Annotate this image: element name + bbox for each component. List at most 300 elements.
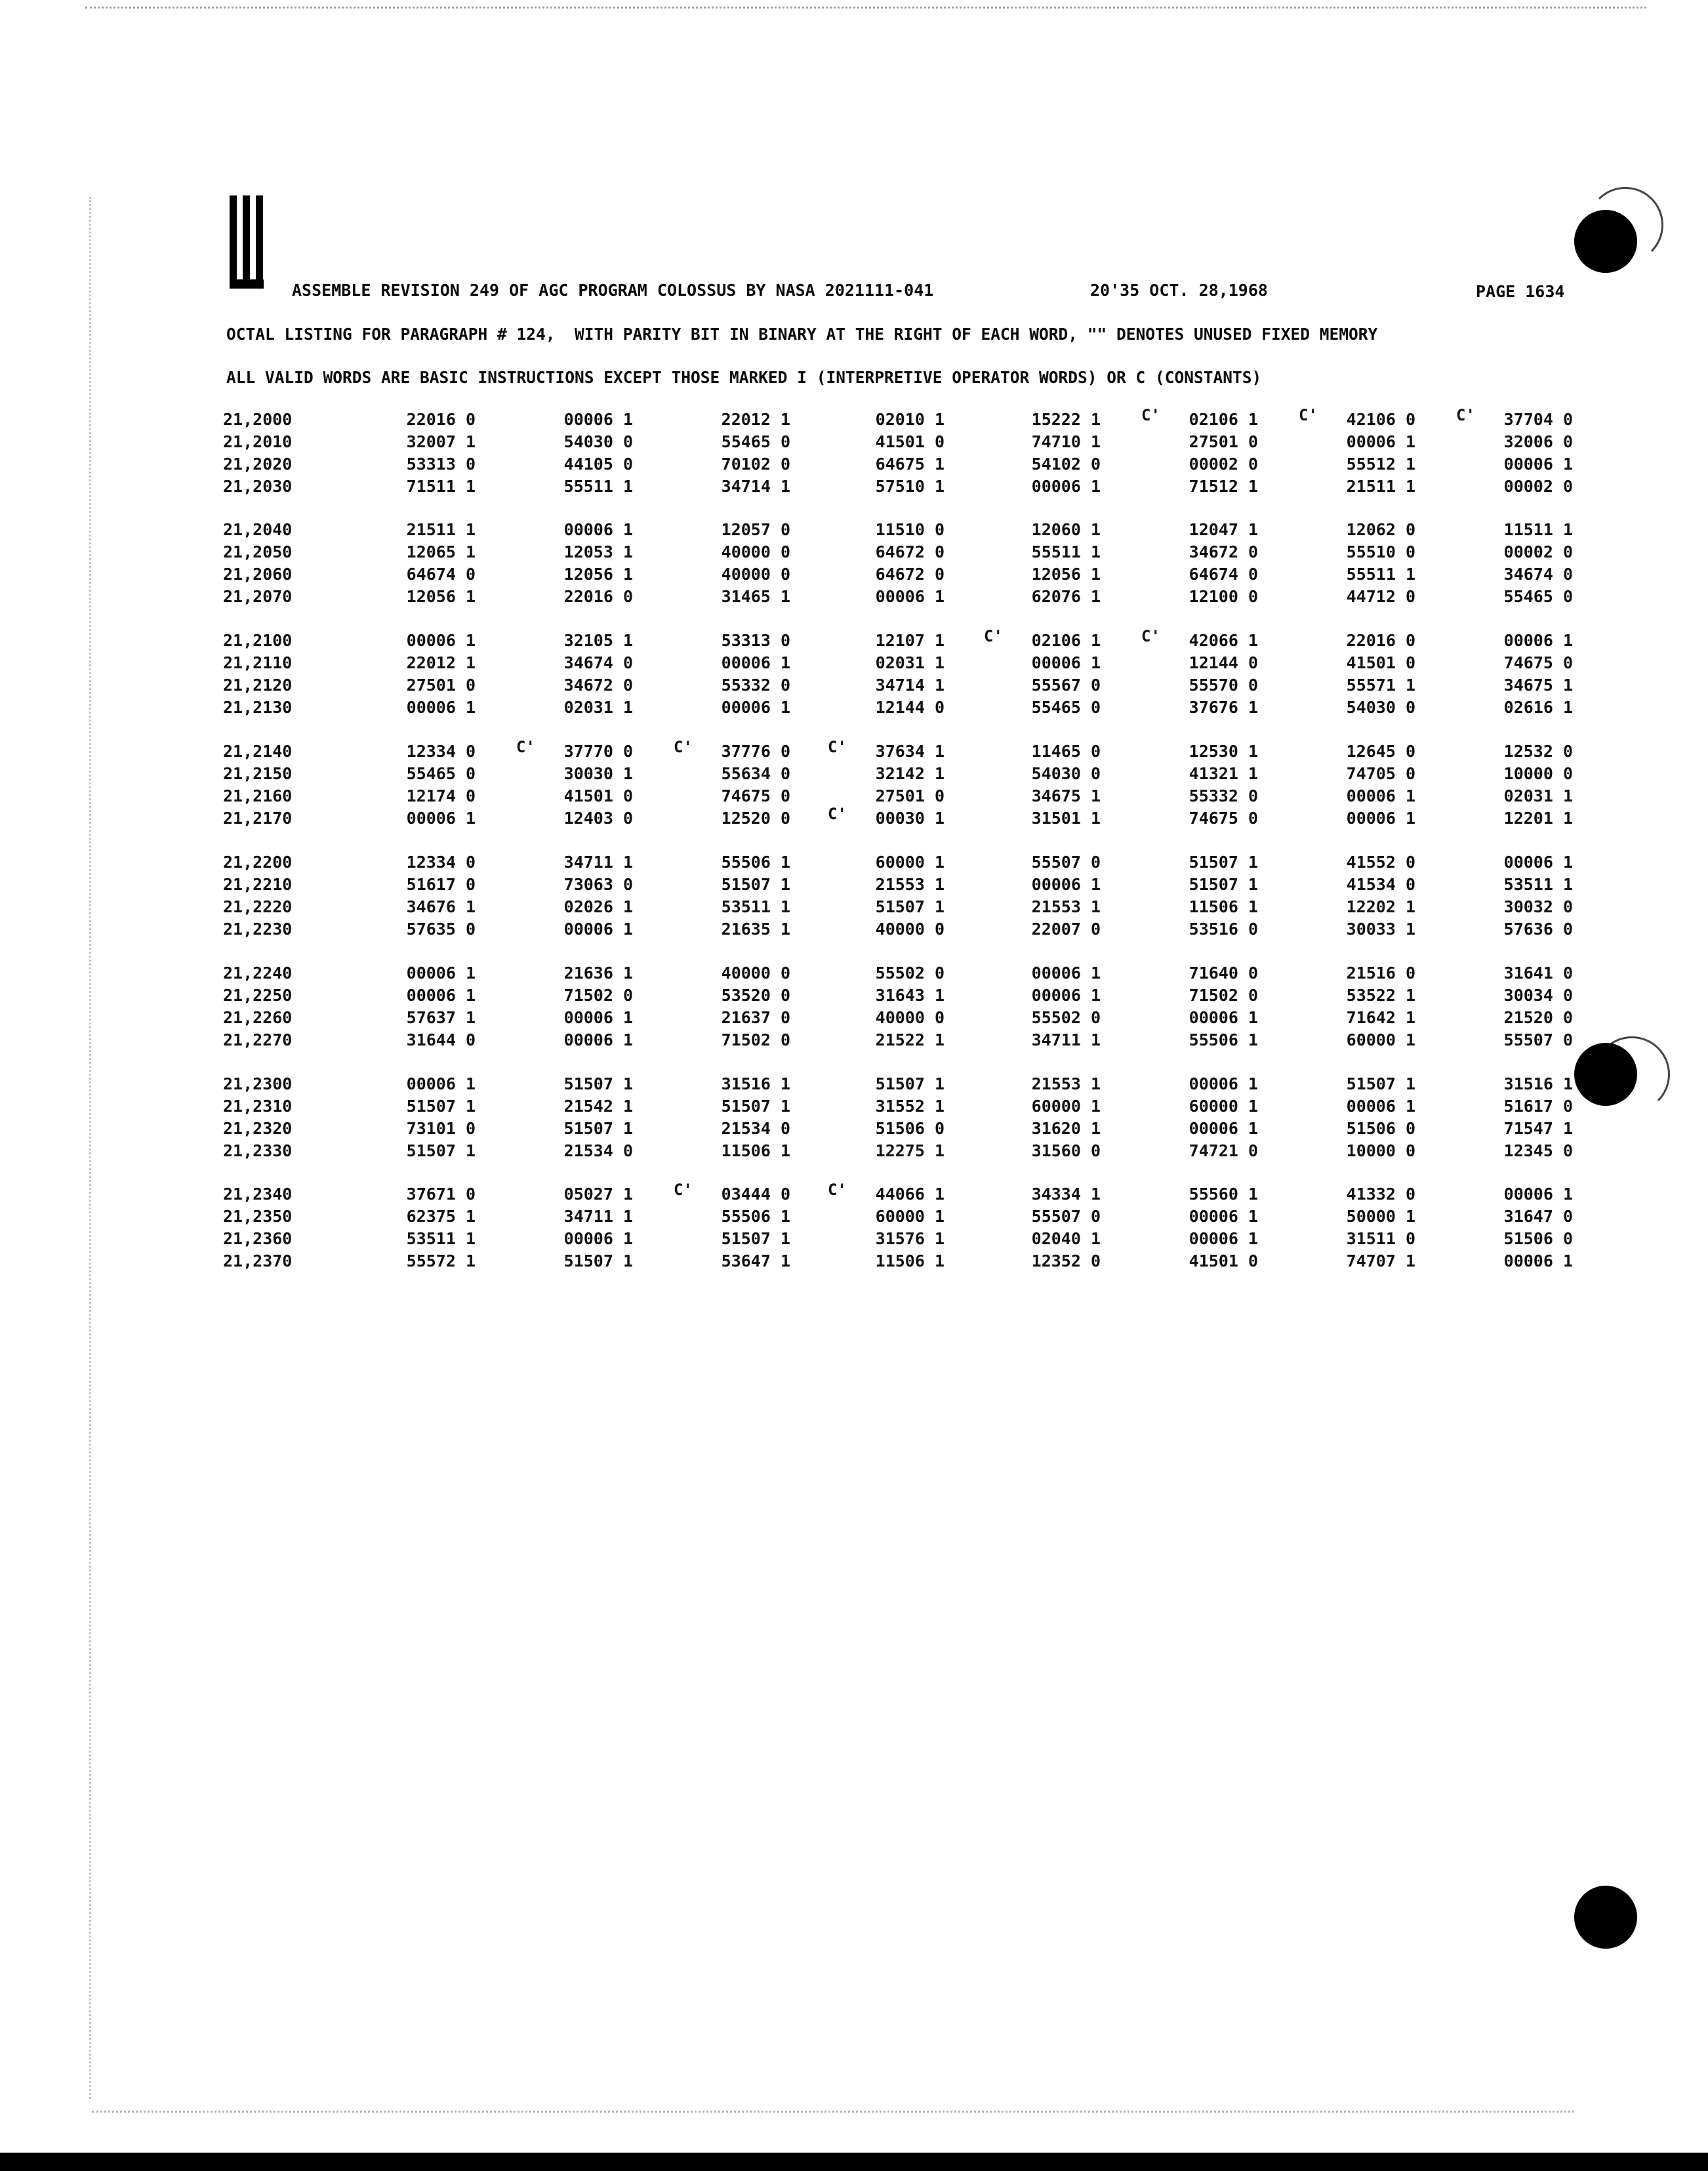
octal-word: 32007 1 [406,432,476,451]
octal-word: 37770 0 [563,742,633,761]
octal-word: 71502 0 [721,1030,790,1049]
octal-word: 74705 0 [1346,764,1415,783]
octal-word: 74675 0 [1503,653,1573,672]
octal-word: 02031 1 [563,698,633,717]
octal-word: 51617 0 [1503,1097,1573,1116]
octal-word: 31576 1 [875,1229,945,1248]
octal-word: 12057 0 [721,520,790,539]
octal-word: 53516 0 [1189,920,1258,939]
octal-word: 55511 1 [1031,542,1101,561]
octal-word: 53511 1 [406,1229,476,1248]
octal-word: 00002 0 [1189,455,1258,474]
octal-word: 53313 0 [721,631,790,650]
octal-word: 31620 1 [1031,1119,1101,1138]
octal-word: 10000 0 [1346,1141,1415,1160]
octal-word: 02040 1 [1031,1229,1101,1248]
octal-word: 51507 1 [721,1229,790,1248]
octal-word: 00006 1 [406,964,476,983]
octal-word: 40000 0 [875,920,945,939]
address-label: 21,2210 [223,875,293,894]
octal-word: 74721 0 [1189,1141,1258,1160]
octal-word: 11506 1 [721,1141,790,1160]
octal-word: 34711 1 [1031,1030,1101,1049]
octal-word: 22007 0 [1031,920,1101,939]
octal-word: 51617 0 [406,875,476,894]
octal-word: 34675 1 [1503,676,1573,695]
listing-row [0,1141,1708,1164]
listing-row [0,1181,1708,1207]
octal-word: 71642 1 [1346,1008,1415,1027]
octal-word: 31641 0 [1503,964,1573,983]
listing-row [0,1074,1708,1097]
octal-word: 55507 0 [1031,1207,1101,1226]
octal-word: 74707 1 [1346,1251,1415,1270]
octal-word: 34714 1 [875,676,945,695]
octal-word: 02031 1 [875,653,945,672]
octal-word: 37704 0 [1503,410,1573,429]
octal-word: 41332 0 [1346,1185,1415,1204]
octal-word: 37671 0 [406,1185,476,1204]
address-label: 21,2100 [223,631,293,650]
octal-word: 30034 0 [1503,986,1573,1005]
octal-word: 54030 0 [563,432,633,451]
scan-border [0,2153,1708,2171]
address-label: 21,2260 [223,1008,293,1027]
octal-word: 00006 1 [563,920,633,939]
octal-word: 41501 0 [1346,653,1415,672]
octal-word: 00006 1 [1346,809,1415,828]
octal-word: 55465 0 [1031,698,1101,717]
octal-word: 30033 1 [1346,920,1415,939]
octal-word: 12144 0 [875,698,945,717]
listing-row [0,786,1708,809]
octal-word: 53313 0 [406,455,476,474]
octal-word: 00006 1 [563,1229,633,1248]
octal-word: 00006 1 [1503,631,1573,650]
octal-word: 34674 0 [563,653,633,672]
octal-word: 51507 1 [721,1097,790,1116]
octal-word: 60000 1 [875,853,945,872]
octal-word: 21637 0 [721,1008,790,1027]
address-label: 21,2010 [223,432,293,451]
constant-marker: C' [1456,406,1475,424]
octal-word: 12345 0 [1503,1141,1573,1160]
octal-word: 51506 0 [1346,1119,1415,1138]
octal-word: 00006 1 [1503,1251,1573,1270]
octal-word: 12520 0 [721,809,790,828]
octal-word: 31516 1 [721,1074,790,1093]
octal-word: 55332 0 [1189,786,1258,805]
octal-word: 00006 1 [406,1074,476,1093]
listing-row [0,738,1708,764]
octal-word: 34676 1 [406,897,476,916]
octal-word: 21522 1 [875,1030,945,1049]
listing-row [0,653,1708,676]
octal-word: 12100 0 [1189,587,1258,606]
octal-word: 15222 1 [1031,410,1101,429]
address-label: 21,2220 [223,897,293,916]
octal-word: 55465 0 [721,432,790,451]
constant-marker: C' [828,738,847,756]
listing-title: ASSEMBLE REVISION 249 OF AGC PROGRAM COLOSSUS BY NASA 2021111-041 [292,281,934,300]
octal-word: 71502 0 [563,986,633,1005]
address-label: 21,2140 [223,742,293,761]
octal-word: 34714 1 [721,477,790,496]
octal-word: 55560 1 [1189,1185,1258,1204]
octal-word: 40000 0 [721,565,790,584]
octal-word: 41534 0 [1346,875,1415,894]
octal-word: 71511 1 [406,477,476,496]
octal-word: 73063 0 [563,875,633,894]
octal-word: 12403 0 [563,809,633,828]
octal-word: 12047 1 [1189,520,1258,539]
listing-row [0,1119,1708,1141]
listing-row [0,1097,1708,1119]
octal-word: 40000 0 [721,542,790,561]
listing-row [0,406,1708,432]
octal-word: 32105 1 [563,631,633,650]
octal-word: 02106 1 [1031,631,1101,650]
octal-word: 00006 1 [1189,1008,1258,1027]
octal-word: 60000 1 [875,1207,945,1226]
octal-word: 27501 0 [875,786,945,805]
octal-word: 02106 1 [1189,410,1258,429]
octal-word: 54030 0 [1346,698,1415,717]
listing-row [0,455,1708,477]
octal-word: 00006 1 [406,631,476,650]
octal-word: 22016 0 [406,410,476,429]
octal-word: 64672 0 [875,565,945,584]
octal-word: 21553 1 [1031,897,1101,916]
octal-word: 00006 1 [1189,1229,1258,1248]
octal-word: 12201 1 [1503,809,1573,828]
listing-row [0,1030,1708,1053]
octal-word: 50000 1 [1346,1207,1415,1226]
octal-word: 51507 1 [563,1251,633,1270]
octal-word: 22012 1 [406,653,476,672]
octal-word: 34711 1 [563,1207,633,1226]
octal-word: 12275 1 [875,1141,945,1160]
octal-word: 12144 0 [1189,653,1258,672]
listing-row [0,1207,1708,1229]
octal-word: 11506 1 [1189,897,1258,916]
octal-word: 00030 1 [875,809,945,828]
listing-row [0,764,1708,786]
octal-word: 71512 1 [1189,477,1258,496]
octal-word: 71640 0 [1189,964,1258,983]
address-label: 21,2110 [223,653,293,672]
constant-marker: C' [1141,627,1160,645]
octal-word: 03444 0 [721,1185,790,1204]
octal-word: 21511 1 [1346,477,1415,496]
octal-word: 12530 1 [1189,742,1258,761]
octal-word: 27501 0 [1189,432,1258,451]
octal-word: 51507 1 [1346,1074,1415,1093]
address-label: 21,2160 [223,786,293,805]
address-label: 21,2060 [223,565,293,584]
octal-word: 55572 1 [406,1251,476,1270]
octal-word: 31465 1 [721,587,790,606]
octal-word: 34674 0 [1503,565,1573,584]
address-label: 21,2270 [223,1030,293,1049]
octal-word: 41552 0 [1346,853,1415,872]
octal-word: 31644 0 [406,1030,476,1049]
octal-word: 51507 1 [406,1141,476,1160]
listing-row [0,565,1708,587]
octal-word: 62375 1 [406,1207,476,1226]
octal-word: 53522 1 [1346,986,1415,1005]
octal-word: 00006 1 [406,986,476,1005]
constant-marker: C' [516,738,535,756]
octal-word: 42106 0 [1346,410,1415,429]
octal-word: 11465 0 [1031,742,1101,761]
octal-word: 53647 1 [721,1251,790,1270]
octal-word: 10000 0 [1503,764,1573,783]
octal-word: 00006 1 [563,410,633,429]
octal-word: 31643 1 [875,986,945,1005]
listing-row [0,875,1708,897]
octal-word: 37634 1 [875,742,945,761]
octal-word: 62076 1 [1031,587,1101,606]
octal-word: 74675 0 [721,786,790,805]
octal-word: 30030 1 [563,764,633,783]
octal-word: 70102 0 [721,455,790,474]
octal-word: 57637 1 [406,1008,476,1027]
listing-row [0,1251,1708,1274]
octal-word: 00006 1 [721,698,790,717]
octal-word: 12056 1 [406,587,476,606]
address-label: 21,2020 [223,455,293,474]
address-label: 21,2130 [223,698,293,717]
octal-word: 51507 1 [875,897,945,916]
address-label: 21,2300 [223,1074,293,1093]
octal-word: 55571 1 [1346,676,1415,695]
octal-word: 71547 1 [1503,1119,1573,1138]
octal-word: 32006 0 [1503,432,1573,451]
octal-word: 00006 1 [406,809,476,828]
octal-word: 12334 0 [406,742,476,761]
octal-word: 44105 0 [563,455,633,474]
octal-word: 31647 0 [1503,1207,1573,1226]
octal-word: 21635 1 [721,920,790,939]
octal-word: 00006 1 [1031,875,1101,894]
address-label: 21,2340 [223,1185,293,1204]
address-label: 21,2000 [223,410,293,429]
octal-word: 21511 1 [406,520,476,539]
address-label: 21,2070 [223,587,293,606]
address-label: 21,2320 [223,1119,293,1138]
address-label: 21,2350 [223,1207,293,1226]
octal-word: 00006 1 [875,587,945,606]
octal-word: 44712 0 [1346,587,1415,606]
octal-word: 51507 1 [563,1074,633,1093]
octal-word: 51507 1 [875,1074,945,1093]
constant-marker: C' [1299,406,1318,424]
octal-word: 00006 1 [406,698,476,717]
octal-word: 51506 0 [875,1119,945,1138]
constant-marker: C' [984,627,1003,645]
octal-word: 05027 1 [563,1185,633,1204]
octal-word: 57635 0 [406,920,476,939]
listing-row [0,627,1708,653]
listing-row [0,698,1708,720]
listing-row [0,1229,1708,1251]
octal-word: 55567 0 [1031,676,1101,695]
octal-word: 00006 1 [1346,1097,1415,1116]
address-label: 21,2240 [223,964,293,983]
octal-word: 55510 0 [1346,542,1415,561]
octal-word: 57636 0 [1503,920,1573,939]
octal-word: 55465 0 [406,764,476,783]
octal-word: 55506 1 [721,853,790,872]
octal-word: 55465 0 [1503,587,1573,606]
listing-row [0,477,1708,499]
octal-word: 02010 1 [875,410,945,429]
octal-word: 00006 1 [563,520,633,539]
octal-word: 22016 0 [563,587,633,606]
octal-word: 42066 1 [1189,631,1258,650]
octal-word: 11511 1 [1503,520,1573,539]
octal-word: 21553 1 [1031,1074,1101,1093]
octal-word: 71502 0 [1189,986,1258,1005]
listing-row [0,986,1708,1008]
listing-row [0,432,1708,455]
octal-word: 55570 0 [1189,676,1258,695]
octal-word: 60000 1 [1346,1030,1415,1049]
address-label: 21,2360 [223,1229,293,1248]
octal-word: 00006 1 [1031,964,1101,983]
constant-marker: C' [674,1181,693,1199]
octal-word: 51507 1 [1189,853,1258,872]
octal-word: 00006 1 [1031,653,1101,672]
octal-word: 53511 1 [1503,875,1573,894]
octal-word: 21520 0 [1503,1008,1573,1027]
octal-word: 12056 1 [1031,565,1101,584]
listing-row [0,676,1708,698]
octal-word: 12053 1 [563,542,633,561]
octal-word: 12645 0 [1346,742,1415,761]
octal-word: 00006 1 [1503,853,1573,872]
octal-word: 12532 0 [1503,742,1573,761]
octal-word: 51507 1 [563,1119,633,1138]
octal-word: 55511 1 [563,477,633,496]
octal-word: 74675 0 [1189,809,1258,828]
address-label: 21,2120 [223,676,293,695]
octal-word: 32142 1 [875,764,945,783]
listing-row [0,920,1708,942]
octal-word: 51506 0 [1503,1229,1573,1248]
octal-word: 34672 0 [563,676,633,695]
octal-word: 41501 0 [875,432,945,451]
octal-word: 55512 1 [1346,455,1415,474]
octal-word: 11506 1 [875,1251,945,1270]
octal-word: 12352 0 [1031,1251,1101,1270]
address-label: 21,2150 [223,764,293,783]
listing-row [0,964,1708,986]
octal-word: 53520 0 [721,986,790,1005]
listing-timestamp: 20'35 OCT. 28,1968 [1090,281,1268,300]
octal-word: 31511 0 [1346,1229,1415,1248]
octal-word: 44066 1 [875,1185,945,1204]
address-label: 21,2050 [223,542,293,561]
octal-word: 55506 1 [1189,1030,1258,1049]
octal-word: 55502 0 [875,964,945,983]
octal-word: 00006 1 [721,653,790,672]
octal-word: 00006 1 [1189,1207,1258,1226]
octal-word: 11510 0 [875,520,945,539]
octal-word: 74710 1 [1031,432,1101,451]
octal-word: 00006 1 [563,1008,633,1027]
octal-word: 00006 1 [1346,786,1415,805]
constant-marker: C' [828,805,847,823]
octal-word: 34711 1 [563,853,633,872]
octal-word: 00006 1 [1031,986,1101,1005]
octal-word: 55332 0 [721,676,790,695]
octal-word: 21534 0 [563,1141,633,1160]
listing-row [0,897,1708,920]
octal-word: 31501 1 [1031,809,1101,828]
octal-word: 12107 1 [875,631,945,650]
listing-row [0,520,1708,542]
octal-word: 21636 1 [563,964,633,983]
constant-marker: C' [828,1181,847,1199]
page-number: PAGE 1634 [1476,282,1565,301]
octal-word: 12065 1 [406,542,476,561]
octal-word: 64674 0 [1189,565,1258,584]
octal-word: 02026 1 [563,897,633,916]
octal-word: 00006 1 [1189,1074,1258,1093]
listing-row [0,542,1708,565]
octal-word: 00002 0 [1503,477,1573,496]
address-label: 21,2170 [223,809,293,828]
address-label: 21,2230 [223,920,293,939]
octal-word: 55507 0 [1503,1030,1573,1049]
octal-word: 12060 1 [1031,520,1101,539]
octal-word: 54030 0 [1031,764,1101,783]
listing-row [0,587,1708,609]
octal-word: 12062 0 [1346,520,1415,539]
address-label: 21,2310 [223,1097,293,1116]
octal-word: 41321 1 [1189,764,1258,783]
address-label: 21,2330 [223,1141,293,1160]
octal-word: 22016 0 [1346,631,1415,650]
address-label: 21,2040 [223,520,293,539]
octal-word: 51507 1 [1189,875,1258,894]
octal-word: 41501 0 [1189,1251,1258,1270]
octal-word: 41501 0 [563,786,633,805]
octal-word: 55507 0 [1031,853,1101,872]
octal-word: 64675 1 [875,455,945,474]
octal-word: 21542 1 [563,1097,633,1116]
address-label: 21,2250 [223,986,293,1005]
octal-word: 12334 0 [406,853,476,872]
octal-word: 64672 0 [875,542,945,561]
octal-word: 00006 1 [563,1030,633,1049]
octal-word: 37676 1 [1189,698,1258,717]
octal-word: 54102 0 [1031,455,1101,474]
octal-word: 51507 1 [721,875,790,894]
octal-word: 73101 0 [406,1119,476,1138]
octal-word: 31516 1 [1503,1074,1573,1093]
octal-word: 12056 1 [563,565,633,584]
octal-word: 51507 1 [406,1097,476,1116]
constant-marker: C' [1141,406,1160,424]
octal-word: 21534 0 [721,1119,790,1138]
octal-word: 55506 1 [721,1207,790,1226]
octal-word: 12202 1 [1346,897,1415,916]
octal-word: 60000 1 [1189,1097,1258,1116]
octal-word: 53511 1 [721,897,790,916]
